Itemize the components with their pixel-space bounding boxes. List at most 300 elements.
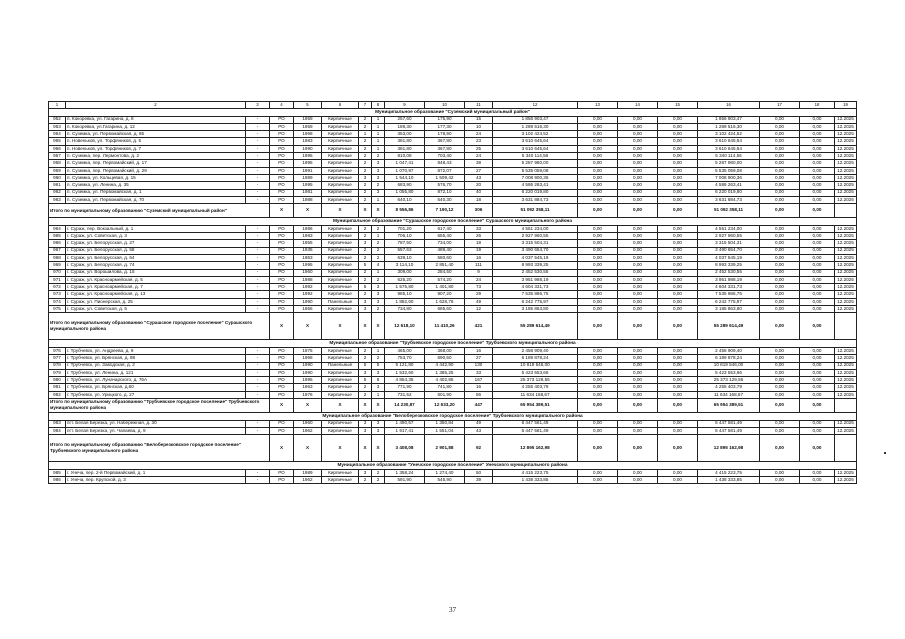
subtotal-cell: 3 408,08 bbox=[385, 435, 425, 462]
table-cell: 6 447 581,49 bbox=[493, 420, 578, 427]
table-cell: 0,00 bbox=[760, 254, 800, 261]
table-cell: 3 185 863,80 bbox=[698, 306, 760, 313]
table-cell: 954 bbox=[49, 131, 66, 138]
table-cell: 0,00 bbox=[658, 477, 698, 484]
table-cell: 0,00 bbox=[800, 138, 835, 145]
table-cell: 38 bbox=[465, 160, 493, 167]
table-row bbox=[49, 196, 857, 203]
table-cell: Кирпичные bbox=[322, 276, 359, 283]
table-cell: 1 532,60 bbox=[385, 369, 425, 376]
table-cell: 0,00 bbox=[800, 262, 835, 269]
table-cell: 2 bbox=[359, 247, 372, 254]
table-cell: 2 bbox=[359, 189, 372, 196]
subtotal-cell: X bbox=[294, 313, 322, 340]
table-cell: 0,00 bbox=[618, 131, 658, 138]
table-cell: 1955 bbox=[294, 240, 322, 247]
table-cell: РО bbox=[270, 347, 294, 354]
table-cell: - bbox=[246, 306, 270, 313]
table-cell: 0,00 bbox=[760, 469, 800, 476]
table-cell: 3 114,10 bbox=[385, 262, 425, 269]
table-cell: РО bbox=[270, 167, 294, 174]
table-cell: 0,00 bbox=[658, 384, 698, 391]
table-cell: 27 bbox=[465, 167, 493, 174]
table-cell: 5 423 553,66 bbox=[698, 369, 760, 376]
table-cell: 0,00 bbox=[658, 262, 698, 269]
table-cell: 2 bbox=[359, 196, 372, 203]
table-cell: - bbox=[246, 369, 270, 376]
table-cell: 3 631 884,73 bbox=[493, 196, 578, 203]
table-cell: 979 bbox=[49, 369, 66, 376]
column-number-cell: 3 bbox=[246, 102, 270, 109]
table-row bbox=[49, 145, 857, 152]
table-cell: 0,00 bbox=[658, 182, 698, 189]
table-cell: 625,20 bbox=[385, 276, 425, 283]
table-row bbox=[49, 427, 857, 434]
subtotal-cell: 0,00 bbox=[578, 204, 618, 218]
table-cell: 2 bbox=[359, 138, 372, 145]
section-title: Муниципальное образование "Суземский муниципальный район" bbox=[49, 109, 857, 117]
table-cell: 5 423 553,66 bbox=[493, 369, 578, 376]
table-cell: 1 628,76 bbox=[425, 298, 465, 305]
table-cell: 0,00 bbox=[658, 247, 698, 254]
table-cell: 0,00 bbox=[760, 420, 800, 427]
table-cell: 16 bbox=[465, 384, 493, 391]
address-cell: п. Суземка, ул. Первомайская, д. 70 bbox=[66, 196, 246, 203]
table-cell: 655,40 bbox=[425, 233, 465, 240]
table-cell: 1959 bbox=[294, 123, 322, 130]
table-cell: 6 447 581,49 bbox=[493, 427, 578, 434]
table-cell: 4 bbox=[372, 262, 385, 269]
subtotal-cell: X bbox=[270, 398, 294, 412]
table-cell: 0,00 bbox=[760, 355, 800, 362]
subtotal-cell: X bbox=[372, 435, 385, 462]
table-cell: 0,00 bbox=[658, 189, 698, 196]
table-cell: 0,00 bbox=[578, 469, 618, 476]
table-cell: 0,00 bbox=[800, 254, 835, 261]
table-cell: РО bbox=[270, 377, 294, 384]
table-cell: 1995 bbox=[294, 262, 322, 269]
table-cell: 0,00 bbox=[760, 276, 800, 283]
table-cell: 0,00 bbox=[760, 167, 800, 174]
table-cell: Кирпичные bbox=[322, 167, 359, 174]
table-cell: - bbox=[246, 377, 270, 384]
table-cell: 25 373 129,55 bbox=[698, 377, 760, 384]
table-cell: 353,00 bbox=[385, 131, 425, 138]
table-cell: 11 634 168,67 bbox=[698, 391, 760, 398]
table-row bbox=[49, 160, 857, 167]
table-cell: 3 bbox=[359, 369, 372, 376]
table-cell: - bbox=[246, 477, 270, 484]
table-cell: 701,20 bbox=[385, 225, 425, 232]
table-cell: 2 bbox=[359, 153, 372, 160]
table-cell: 0,00 bbox=[578, 362, 618, 369]
table-cell: 12.2025 bbox=[835, 355, 857, 362]
table-cell: 5 bbox=[359, 284, 372, 291]
table-cell: - bbox=[246, 362, 270, 369]
table-cell: - bbox=[246, 240, 270, 247]
table-cell: 1989 bbox=[294, 174, 322, 181]
table-cell: 29 bbox=[465, 291, 493, 298]
section-header-row bbox=[49, 109, 857, 117]
table-cell: 1962 bbox=[294, 427, 322, 434]
table-cell: 465,00 bbox=[385, 347, 425, 354]
table-cell: Кирпичные bbox=[322, 189, 359, 196]
table-cell: 4 037 545,19 bbox=[493, 254, 578, 261]
table-cell: Кирпичные bbox=[322, 262, 359, 269]
table-cell: 0,00 bbox=[618, 138, 658, 145]
table-cell: 1995 bbox=[294, 182, 322, 189]
table-cell: 1983 bbox=[294, 138, 322, 145]
address-cell: п. Кокоревка, ул. Гагарина, д. 8 bbox=[66, 116, 246, 123]
table-cell: 0,00 bbox=[658, 377, 698, 384]
subtotal-cell: X bbox=[294, 435, 322, 462]
table-row bbox=[49, 269, 857, 276]
table-row bbox=[49, 355, 857, 362]
table-row bbox=[49, 420, 857, 427]
table-cell: 1 bbox=[372, 145, 385, 152]
table-cell: 576,70 bbox=[425, 182, 465, 189]
table-cell: РО bbox=[270, 362, 294, 369]
table-row bbox=[49, 298, 857, 305]
address-cell: п. Суземка, ул. Первомайская, д. 85 bbox=[66, 131, 246, 138]
table-cell: 0,00 bbox=[760, 160, 800, 167]
table-cell: РО bbox=[270, 291, 294, 298]
table-cell: 56 bbox=[465, 391, 493, 398]
table-cell: 10 819 546,00 bbox=[493, 362, 578, 369]
table-cell: 0,00 bbox=[578, 123, 618, 130]
table-cell: 12.2025 bbox=[835, 284, 857, 291]
subtotal-cell: X bbox=[294, 398, 322, 412]
table-cell: Кирпичные bbox=[322, 306, 359, 313]
subtotal-cell: 0,00 bbox=[760, 313, 800, 340]
table-cell: Панельные bbox=[322, 362, 359, 369]
subtotal-cell: X bbox=[359, 398, 372, 412]
table-cell: 0,00 bbox=[760, 189, 800, 196]
table-cell: - bbox=[246, 153, 270, 160]
table-cell: 0,00 bbox=[760, 377, 800, 384]
table-cell: Кирпичные bbox=[322, 153, 359, 160]
table-cell: - bbox=[246, 291, 270, 298]
table-cell: 4 586 263,41 bbox=[698, 182, 760, 189]
table-cell: 0,00 bbox=[800, 427, 835, 434]
table-row bbox=[49, 182, 857, 189]
column-number-cell: 2 bbox=[66, 102, 246, 109]
table-cell: 1995 bbox=[294, 377, 322, 384]
table-cell: 5 bbox=[359, 377, 372, 384]
table-cell: 1986 bbox=[294, 225, 322, 232]
table-cell: 3 bbox=[372, 160, 385, 167]
table-cell: 0,00 bbox=[658, 362, 698, 369]
table-cell: 1959 bbox=[294, 116, 322, 123]
table-cell: РО bbox=[270, 469, 294, 476]
table-cell: РО bbox=[270, 384, 294, 391]
subtotal-cell: 0,00 bbox=[760, 398, 800, 412]
table-cell: 0,00 bbox=[760, 123, 800, 130]
table-cell: 1 438 333,85 bbox=[698, 477, 760, 484]
subtotal-cell: X bbox=[372, 204, 385, 218]
table-cell: 0,00 bbox=[658, 269, 698, 276]
table-cell: 0,00 bbox=[658, 240, 698, 247]
table-cell: 0,00 bbox=[800, 355, 835, 362]
address-cell: г. Трубчевск, ул. Урицкого, д. 27 bbox=[66, 391, 246, 398]
table-cell: 25 373 129,55 bbox=[493, 377, 578, 384]
table-cell: 12.2025 bbox=[835, 174, 857, 181]
table-cell: 12.2025 bbox=[835, 362, 857, 369]
address-cell: г. Трубчевск, ул. Брянская, д.60 bbox=[66, 384, 246, 391]
table-cell: РО bbox=[270, 269, 294, 276]
table-cell: 6 220 019,80 bbox=[493, 189, 578, 196]
table-cell: 0,00 bbox=[760, 347, 800, 354]
table-cell: 12.2025 bbox=[835, 469, 857, 476]
table-cell: 12.2025 bbox=[835, 189, 857, 196]
table-cell: 1 047,41 bbox=[385, 160, 425, 167]
table-cell: 5 535 059,08 bbox=[493, 167, 578, 174]
table-cell: 0,00 bbox=[760, 284, 800, 291]
subtotal-cell: X bbox=[322, 204, 359, 218]
subtotal-cell: X bbox=[372, 313, 385, 340]
table-row bbox=[49, 276, 857, 283]
subtotal-cell: 92 bbox=[465, 435, 493, 462]
table-cell: РО bbox=[270, 391, 294, 398]
subtotal-cell: 12 633,20 bbox=[425, 398, 465, 412]
table-cell: Кирпичные bbox=[322, 160, 359, 167]
table-cell: 12.2025 bbox=[835, 427, 857, 434]
column-number-row bbox=[49, 102, 857, 109]
subtotal-cell: 12 895 162,98 bbox=[698, 435, 760, 462]
table-cell: - bbox=[246, 469, 270, 476]
address-cell: пгт. Белая Березка, ул. Чапаева, д. 9 bbox=[66, 427, 246, 434]
column-number-cell: 4 bbox=[270, 102, 294, 109]
table-cell: 1 bbox=[372, 196, 385, 203]
table-cell: 4 442,90 bbox=[425, 362, 465, 369]
table-cell: 0,00 bbox=[618, 189, 658, 196]
table-cell: 0,00 bbox=[578, 391, 618, 398]
table-cell: 1960 bbox=[294, 420, 322, 427]
table-cell: 50 bbox=[465, 469, 493, 476]
table-cell: 19 bbox=[465, 247, 493, 254]
table-cell: 961 bbox=[49, 182, 66, 189]
table-cell: РО bbox=[270, 182, 294, 189]
housing-register-table bbox=[48, 101, 857, 484]
table-cell: 0,00 bbox=[578, 427, 618, 434]
table-cell: 2 452 530,55 bbox=[698, 269, 760, 276]
table-cell: - bbox=[246, 189, 270, 196]
table-cell: 0,00 bbox=[800, 306, 835, 313]
subtotal-cell: 12 618,10 bbox=[385, 313, 425, 340]
table-cell: 0,00 bbox=[578, 196, 618, 203]
subtotal-row bbox=[49, 398, 857, 412]
table-cell: 3 bbox=[359, 306, 372, 313]
table-cell: Кирпичные bbox=[322, 247, 359, 254]
table-cell: 685,60 bbox=[425, 306, 465, 313]
table-cell: 0,00 bbox=[578, 420, 618, 427]
table-cell: 0,00 bbox=[578, 160, 618, 167]
table-cell: 1935 bbox=[294, 247, 322, 254]
table-cell: 1 350,84 bbox=[425, 420, 465, 427]
table-cell: 0,00 bbox=[760, 291, 800, 298]
address-cell: г. Сураж, ул. Пионерская, д. 25 bbox=[66, 298, 246, 305]
table-cell: 0,00 bbox=[618, 420, 658, 427]
table-cell: 0,00 bbox=[658, 369, 698, 376]
table-cell: 0,00 bbox=[618, 240, 658, 247]
table-cell: 0,00 bbox=[658, 347, 698, 354]
table-cell: 2 bbox=[372, 276, 385, 283]
table-cell: - bbox=[246, 298, 270, 305]
address-cell: г. Сураж, ул. Белорусская, д. 74 bbox=[66, 262, 246, 269]
table-cell: - bbox=[246, 138, 270, 145]
table-cell: 8 993 339,25 bbox=[698, 262, 760, 269]
table-cell: - bbox=[246, 174, 270, 181]
table-cell: 963 bbox=[49, 196, 66, 203]
table-cell: РО bbox=[270, 145, 294, 152]
table-cell: Кирпичные bbox=[322, 391, 359, 398]
table-cell: 0,00 bbox=[658, 306, 698, 313]
table-cell: 1 bbox=[372, 116, 385, 123]
table-cell: 0,00 bbox=[760, 427, 800, 434]
table-cell: 0,00 bbox=[800, 276, 835, 283]
table-cell: 0,00 bbox=[800, 269, 835, 276]
address-cell: г. Сураж, ул. Советская, д. 5 bbox=[66, 306, 246, 313]
table-cell: 12.2025 bbox=[835, 262, 857, 269]
table-cell: 0,00 bbox=[578, 298, 618, 305]
table-cell: 0,00 bbox=[578, 377, 618, 384]
table-cell: 12.2025 bbox=[835, 123, 857, 130]
table-cell: 1 385,25 bbox=[425, 369, 465, 376]
subtotal-cell: 2 901,88 bbox=[425, 435, 465, 462]
table-cell: 3 bbox=[372, 291, 385, 298]
table-cell: 0,00 bbox=[760, 477, 800, 484]
table-cell: 3 490 654,70 bbox=[698, 247, 760, 254]
table-cell: 574,20 bbox=[425, 276, 465, 283]
table-cell: 3 bbox=[372, 369, 385, 376]
table-cell: РО bbox=[270, 306, 294, 313]
table-cell: 5 121,80 bbox=[385, 362, 425, 369]
subtotal-cell: 12 895 162,98 bbox=[493, 435, 578, 462]
table-cell: 2 bbox=[359, 167, 372, 174]
table-cell: 0,00 bbox=[800, 291, 835, 298]
table-cell: РО bbox=[270, 477, 294, 484]
section-title: Муниципальное образование "Сурашское городское поселение" Сурашского муниципального района bbox=[49, 218, 857, 226]
table-cell: 0,00 bbox=[578, 153, 618, 160]
table-cell: 690,50 bbox=[425, 355, 465, 362]
table-cell: 2 bbox=[359, 291, 372, 298]
table-cell: 0,00 bbox=[658, 284, 698, 291]
subtotal-cell: 0,00 bbox=[618, 204, 658, 218]
subtotal-cell: 0,00 bbox=[800, 398, 835, 412]
table-cell: 39 bbox=[465, 477, 493, 484]
table-cell: 1 856 903,47 bbox=[493, 116, 578, 123]
table-cell: 0,00 bbox=[618, 347, 658, 354]
table-cell: 9 bbox=[465, 269, 493, 276]
table-cell: Кирпичные bbox=[322, 355, 359, 362]
table-cell: 6 447 581,49 bbox=[698, 427, 760, 434]
table-cell: 2 452 530,55 bbox=[493, 269, 578, 276]
table-cell: 0,00 bbox=[618, 362, 658, 369]
table-cell: 3 102 424,52 bbox=[698, 131, 760, 138]
table-cell: 6 189 878,24 bbox=[493, 355, 578, 362]
table-cell: 0,00 bbox=[760, 174, 800, 181]
table-cell: 40 bbox=[465, 189, 493, 196]
address-cell: п. Суземка, пер. Лермонтова, д. 2 bbox=[66, 153, 246, 160]
table-cell: 0,00 bbox=[618, 225, 658, 232]
table-cell: 8 993 339,25 bbox=[493, 262, 578, 269]
table-cell: 5 bbox=[359, 362, 372, 369]
address-cell: пгт. Белая Березка, ул. Набережная, д. 30 bbox=[66, 420, 246, 427]
table-cell: - bbox=[246, 276, 270, 283]
subtotal-cell: X bbox=[270, 435, 294, 462]
table-cell: 4 415 223,75 bbox=[493, 469, 578, 476]
table-cell: 0,00 bbox=[618, 469, 658, 476]
table-cell: РО bbox=[270, 138, 294, 145]
table-cell: 2 bbox=[359, 123, 372, 130]
address-cell: г. Сураж, ул. Красноармейская, д. 7 bbox=[66, 284, 246, 291]
table-cell: - bbox=[246, 233, 270, 240]
table-cell: 0,00 bbox=[760, 369, 800, 376]
table-cell: 1 490,57 bbox=[385, 420, 425, 427]
table-cell: 2 bbox=[359, 225, 372, 232]
table-cell: 0,00 bbox=[578, 145, 618, 152]
table-cell: 978 bbox=[49, 362, 66, 369]
address-cell: г. Трубчевск, ул. Заводская, д. 2 bbox=[66, 362, 246, 369]
table-cell: 0,00 bbox=[658, 167, 698, 174]
table-cell: 0,00 bbox=[658, 291, 698, 298]
subtotal-row bbox=[49, 435, 857, 462]
table-cell: 0,00 bbox=[578, 247, 618, 254]
table-cell: 0,00 bbox=[578, 131, 618, 138]
table-cell: 4 586 263,41 bbox=[493, 182, 578, 189]
table-cell: 6 242 775,97 bbox=[493, 298, 578, 305]
table-cell: 3 bbox=[372, 298, 385, 305]
address-cell: г. Сураж, ул. Белорусская, д. 64 bbox=[66, 254, 246, 261]
table-cell: 367,80 bbox=[425, 138, 465, 145]
table-cell: 3 315 504,31 bbox=[698, 240, 760, 247]
table-cell: РО bbox=[270, 284, 294, 291]
address-cell: г. Сураж, ул. Ворошилова, д. 15 bbox=[66, 269, 246, 276]
table-cell: 0,00 bbox=[760, 262, 800, 269]
table-cell: РО bbox=[270, 254, 294, 261]
table-cell: 2 bbox=[359, 182, 372, 189]
subtotal-cell: 0,00 bbox=[800, 435, 835, 462]
column-number-cell: 9 bbox=[385, 102, 425, 109]
table-cell: 0,00 bbox=[658, 469, 698, 476]
table-cell: 3 bbox=[359, 420, 372, 427]
subtotal-cell: 0,00 bbox=[618, 435, 658, 462]
table-cell: 4 604 331,73 bbox=[698, 284, 760, 291]
table-cell: 0,00 bbox=[618, 182, 658, 189]
table-cell: 969 bbox=[49, 262, 66, 269]
table-cell: 3 610 645,64 bbox=[698, 138, 760, 145]
subtotal-cell: 55 289 614,49 bbox=[493, 313, 578, 340]
table-cell: Кирпичные bbox=[322, 123, 359, 130]
table-cell: 0,00 bbox=[760, 145, 800, 152]
table-cell: 2 bbox=[359, 276, 372, 283]
table-cell: 3 185 863,80 bbox=[493, 306, 578, 313]
table-cell: 24 bbox=[465, 131, 493, 138]
address-cell: г. Унеча, пер. 2-й Первомайский, д. 1 bbox=[66, 469, 246, 476]
table-cell: 2 458 909,40 bbox=[493, 347, 578, 354]
table-cell: 0,00 bbox=[578, 477, 618, 484]
table-cell: 0,00 bbox=[760, 116, 800, 123]
subtotal-cell: 0,00 bbox=[578, 398, 618, 412]
column-number-cell: 14 bbox=[618, 102, 658, 109]
table-cell: 977 bbox=[49, 355, 66, 362]
table-cell: 12.2025 bbox=[835, 420, 857, 427]
table-cell: 1981 bbox=[294, 189, 322, 196]
table-cell: 591,90 bbox=[385, 477, 425, 484]
table-cell: 2 927 960,55 bbox=[493, 233, 578, 240]
table-cell: 1990 bbox=[294, 362, 322, 369]
table-cell: 0,00 bbox=[658, 116, 698, 123]
